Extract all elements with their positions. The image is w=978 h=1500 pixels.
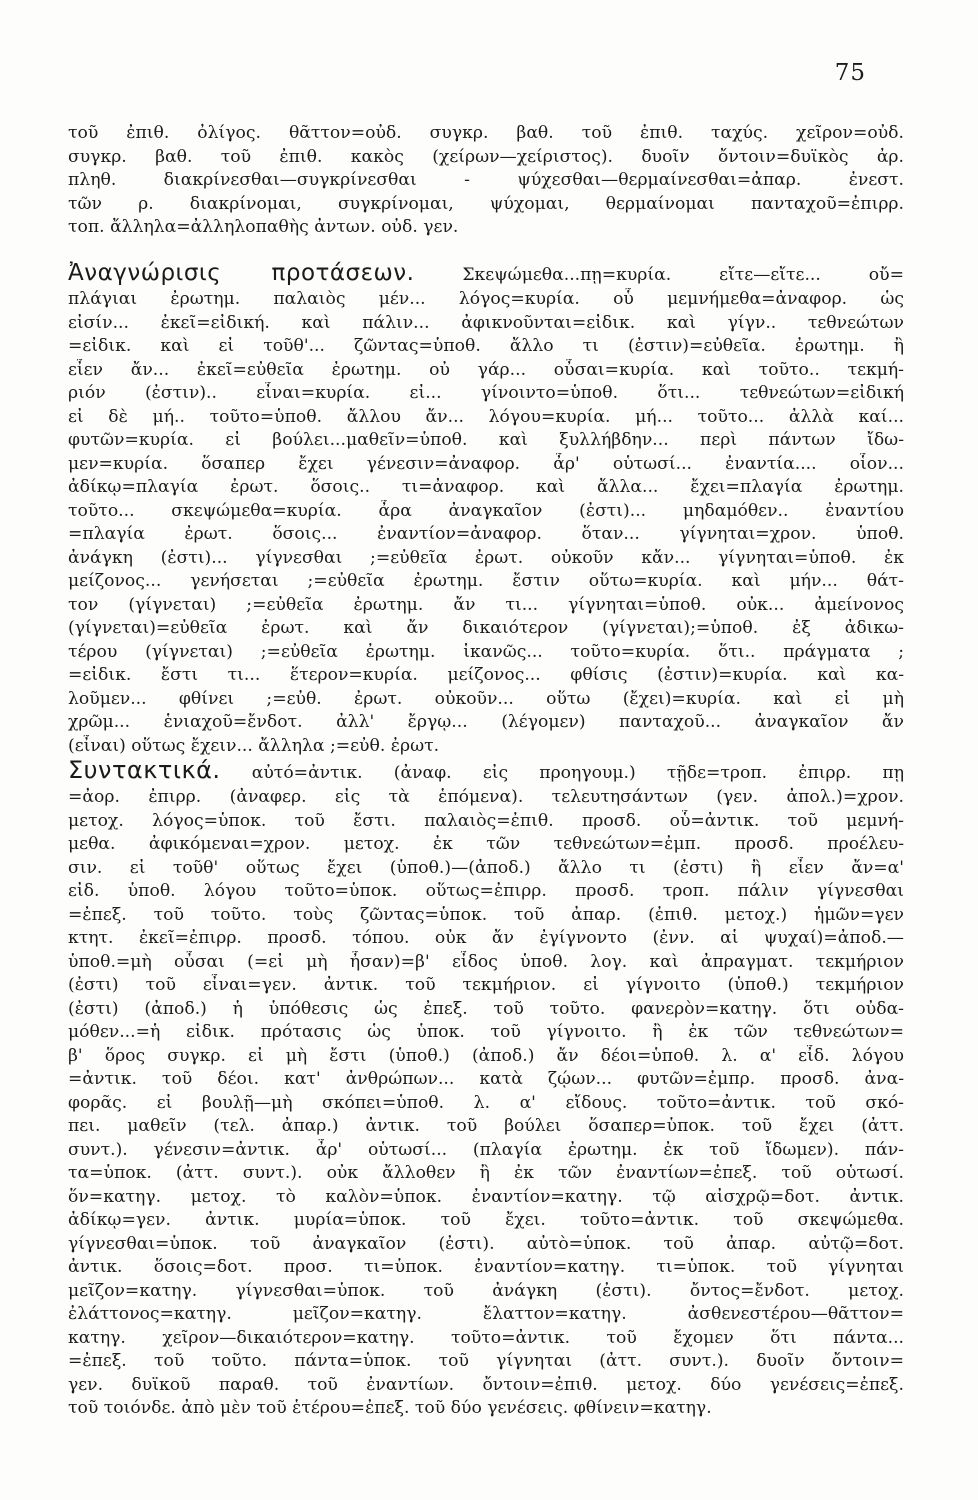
section-syntactical xyxy=(68,757,904,1421)
text-line: γίγνεσθαι=ὑποκ. τοῦ ἀναγκαῖον (ἐστι). αὐτὸ=ὑποκ. τοῦ ἀπαρ. αὐτῷ=δοτ. xyxy=(68,1233,904,1254)
text-line: =ἀντικ. τοῦ δέοι. κατ' ἀνθρώπων... κατὰ ζῴων... φυτῶν=ἐμπρ. προσδ. ἀνα- xyxy=(68,1069,904,1089)
text-line: ὅν=κατηγ. μετοχ. τὸ καλὸν=ὑποκ. ἐναντίον=κατηγ. τῷ αἰσχρῷ=δοτ. ἀντικ. xyxy=(68,1186,904,1207)
page-number: 75 xyxy=(834,60,866,86)
text-line: (γίγνεται)=εὐθεῖα ἐρωτ. καὶ ἄν δικαιότερον (γίγνεται);=ὑποθ. ἐξ ἀδικω- xyxy=(68,618,904,638)
text-line: μεν=κυρία. ὅσαπερ ἔχει γένεσιν=ἀναφορ. ἆρ' οὑτωσί... ἐναντία.... οἷον... xyxy=(68,453,904,474)
text-line: ὑποθ.=μὴ οὖσαι (=εἰ μὴ ἦσαν)=β' εἶδος ὑποθ. λογ. καὶ ἀπραγματ. τεκμήριον xyxy=(68,951,904,972)
text-line: χρῶμ... ἑνιαχοῦ=ἔνδοτ. ἀλλ' ἔργῳ... (λέγομεν) πανταχοῦ... ἀναγκαῖον ἄν xyxy=(68,712,904,732)
section-body xyxy=(68,288,904,758)
text-line: συντ.). γένεσιν=ἀντικ. ἆρ' οὑτωσί... (πλαγία ἐρωτημ. ἐκ τοῦ ἴδωμεν). πάν- xyxy=(68,1139,904,1160)
text-line: συγκρ. βαθ. τοῦ ἐπιθ. κακὸς (χείρων—χείριστος). δυοῖν ὄντοιν=δυϊκὸς ἀρ. xyxy=(68,146,904,167)
text-line: κατηγ. χεῖρον—δικαιότερον=κατηγ. τοῦτο=ἀντικ. τοῦ ἔχομεν ὅτι πάντα... xyxy=(68,1327,904,1348)
text-line: ἀντικ. ὅσοις=δοτ. προσ. τι=ὑποκ. ἐναντίον=κατηγ. τι=ὑποκ. τοῦ γίγνηται xyxy=(68,1257,904,1277)
text-line: τον (γίγνεται) ;=εὐθεῖα ἐρωτημ. ἄν τι... γίγνηται=ὑποθ. οὐκ... ἀμείνονος xyxy=(68,594,904,615)
text-line: σιν. εἰ τοῦθ' οὕτως ἔχει (ὑποθ.)—(ἀποδ.) ἄλλο τι (ἐστι) ἢ εἶεν ἄν=α' xyxy=(68,857,904,878)
text-line: β' ὅρος συγκρ. εἰ μὴ ἔστι (ὑποθ.) (ἀποδ.) ἄν δέοι=ὑποθ. λ. α' εἶδ. λόγου xyxy=(68,1045,904,1066)
text-line: εἰ δὲ μή.. τοῦτο=ὑποθ. ἄλλου ἄν... λόγου=κυρία. μή... τοῦτο... ἀλλὰ καί... xyxy=(68,406,904,427)
text-line: τοῦ ἐπιθ. ὀλίγος. θᾶττον=οὐδ. συγκρ. βαθ. τοῦ ἐπιθ. ταχύς. χεῖρον=οὐδ. xyxy=(68,123,904,143)
section-heading: Ἀναγνώρισις προτάσεων. xyxy=(68,260,415,286)
text-line: =ἀορ. ἐπιρρ. (ἀναφερ. εἰς τὰ ἑπόμενα). τελευτησάντων (γεν. ἀπολ.)=χρον. xyxy=(68,787,904,807)
text-line: τα=ὑποκ. (ἀττ. συντ.). οὐκ ἄλλοθεν ἢ ἐκ τῶν ἐναντίων=ἐπεξ. τοῦ οὑτωσί. xyxy=(68,1163,904,1183)
text-line: =ἐπεξ. τοῦ τοῦτο. τοὺς ζῶντας=ὑποκ. τοῦ ἀπαρ. (ἐπιθ. μετοχ.) ἡμῶν=γεν xyxy=(68,904,904,925)
text-line: μόθεν...=ἡ εἰδικ. πρότασις ὡς ὑποκ. τοῦ γίγνοιτο. ἢ ἐκ τῶν τεθνεώτων= xyxy=(68,1022,904,1042)
text-line: (ἐστι) τοῦ εἶναι=γεν. ἀντικ. τοῦ τεκμήριον. εἰ γίγνοιτο (ὑποθ.) τεκμήριον xyxy=(68,975,904,995)
section-heading-line xyxy=(68,260,904,288)
text-line: =ἐπεξ. τοῦ τοῦτο. πάντα=ὑποκ. τοῦ γίγνηται (ἀττ. συντ.). δυοῖν ὄντοιν= xyxy=(68,1351,904,1371)
text-line: εἰδ. ὑποθ. λόγου τοῦτο=ὑποκ. οὕτως=ἐπιρρ. προσδ. τροπ. πάλιν γίγνεσθαι xyxy=(68,881,904,901)
text-line: τοῦ τοιόνδε. ἀπὸ μὲν τοῦ ἑτέρου=ἐπεξ. τοῦ δύο γενέσεις. φθίνειν=κατηγ. xyxy=(68,1398,712,1418)
text-line: φυτῶν=κυρία. εἰ βούλει...μαθεῖν=ὑποθ. καὶ ξυλλήβδην... περὶ πάντων ἴδω- xyxy=(68,430,904,450)
text-line: ριόν (ἐστιν).. εἶναι=κυρία. εἰ... γίνοιντο=ὑποθ. ὅτι... τεθνεώτων=εἰδική xyxy=(68,383,904,403)
text-line: εἶεν ἄν... ἐκεῖ=εὐθεῖα ἐρωτημ. οὐ γάρ... οὖσαι=κυρία. καὶ τοῦτο.. τεκμή- xyxy=(68,359,904,380)
section-recognition-of-clauses xyxy=(68,260,904,758)
text-line: εἰσίν... ἐκεῖ=εἰδική. καὶ πάλιν... ἀφικνοῦνται=εἰδικ. καὶ γίγν.. τεθνεώτων xyxy=(68,312,904,333)
text-line: κτητ. ἐκεῖ=ἐπιρρ. προσδ. τόπου. οὐκ ἄν ἐγίγνοντο (ἐνν. αἱ ψυχαί)=ἀποδ.— xyxy=(68,928,904,948)
text-line: =πλαγία ἐρωτ. ὅσοις... ἐναντίον=ἀναφορ. ὅταν... γίγνηται=χρον. ὑποθ. xyxy=(68,524,904,544)
intro-paragraph xyxy=(68,122,904,240)
text-line: μεθα. ἀφικόμεναι=χρον. μετοχ. ἐκ τῶν τεθνεώτων=ἐμπ. προσδ. προέλευ- xyxy=(68,834,904,854)
text-line: ἀδίκῳ=πλαγία ἐρωτ. ὅσοις.. τι=ἀναφορ. καὶ ἄλλα... ἔχει=πλαγία ἐρωτημ. xyxy=(68,477,904,497)
heading-line-text: αὐτό=ἀντικ. (ἀναφ. εἰς προηγουμ.) τῇδε=τροπ. ἐπιρρ. πῃ xyxy=(251,763,904,783)
text-line: τέρου (γίγνεται) ;=εὐθεῖα ἐρωτημ. ἱκανῶς... τοῦτο=κυρία. ὅτι.. πράγματα ; xyxy=(68,641,904,662)
text-line: =εἰδικ. καὶ εἰ τοῦθ'... ζῶντας=ὑποθ. ἄλλο τι (ἐστιν)=εὐθεῖα. ἐρωτημ. ἢ xyxy=(68,336,904,356)
text-line: μεῖζον=κατηγ. γίγνεσθαι=ὑποκ. τοῦ ἀνάγκη (ἐστι). ὄντος=ἔνδοτ. μετοχ. xyxy=(68,1280,904,1301)
text-line: =εἰδικ. ἔστι τι... ἕτερον=κυρία. μείζονος... φθίσις (ἐστιν)=κυρία. καὶ κα- xyxy=(68,665,904,685)
text-line: τῶν ρ. διακρίνομαι, συγκρίνομαι, ψύχομαι, θερμαίνομαι πανταχοῦ=ἐπιρρ. xyxy=(68,193,904,214)
text-line: πει. μαθεῖν (τελ. ἀπαρ.) ἀντικ. τοῦ βούλει ὅσαπερ=ὑποκ. τοῦ ἔχει (ἀττ. xyxy=(68,1116,904,1136)
section-heading-line xyxy=(68,757,904,786)
section-heading: Συντακτικά. xyxy=(68,757,221,784)
heading-line-text: Σκεψώμεθα...πῃ=κυρία. εἴτε—εἴτε... οὔ= xyxy=(462,265,904,285)
text-line: μετοχ. λόγος=ὑποκ. τοῦ ἔστι. παλαιὸς=ἐπιθ. προσδ. οὗ=ἀντικ. τοῦ μεμνή- xyxy=(68,810,904,831)
text-line: μείζονος... γενήσεται ;=εὐθεῖα ἐρωτημ. ἔστιν οὕτω=κυρία. καὶ μήν... θάτ- xyxy=(68,571,904,591)
text-line: γεν. δυϊκοῦ παραθ. τοῦ ἐναντίων. ὄντοιν=ἐπιθ. μετοχ. δύο γενέσεις=ἐπεξ. xyxy=(68,1374,904,1395)
text-line: (ἐστι) (ἀποδ.) ἡ ὑπόθεσις ὡς ἐπεξ. τοῦ τοῦτο. φανερὸν=κατηγ. ὅτι οὐδα- xyxy=(68,998,904,1019)
text-line: φορᾶς. εἰ βουλῇ—μὴ σκόπει=ὑποθ. λ. α' εἴδους. τοῦτο=ἀντικ. τοῦ σκό- xyxy=(68,1092,904,1113)
text-line: ἐλάττονος=κατηγ. μεῖζον=κατηγ. ἔλαττον=κατηγ. ἀσθενεστέρου—θᾶττον= xyxy=(68,1304,904,1324)
text-line: λοῦμεν... φθίνει ;=εὐθ. ἐρωτ. οὐκοῦν... οὕτω (ἔχει)=κυρία. καὶ εἰ μὴ xyxy=(68,688,904,709)
text-line: πληθ. διακρίνεσθαι—συγκρίνεσθαι - ψύχεσθαι—θερμαίνεσθαι=ἀπαρ. ἐνεστ. xyxy=(68,170,904,190)
text-line: ἀδίκῳ=γεν. ἀντικ. μυρία=ὑποκ. τοῦ ἔχει. τοῦτο=ἀντικ. τοῦ σκεψώμεθα. xyxy=(68,1210,904,1230)
text-line: τοῦτο... σκεψώμεθα=κυρία. ἆρα ἀναγκαῖον (ἐστι)... μηδαμόθεν.. ἐναντίου xyxy=(68,500,904,521)
text-line: πλάγιαι ἐρωτημ. παλαιὸς μέν... λόγος=κυρία. οὗ μεμνήμεθα=ἀναφορ. ὡς xyxy=(68,289,904,309)
text-line: (εἶναι) οὕτως ἔχειν... ἄλληλα ;=εὐθ. ἐρωτ. xyxy=(68,735,440,756)
text-line: ἀνάγκη (ἐστι)... γίγνεσθαι ;=εὐθεῖα ἐρωτ. οὐκοῦν κἄν... γίγνηται=ὑποθ. ἐκ xyxy=(68,547,904,568)
text-line: τοπ. ἄλληλα=ἀλληλοπαθὴς ἀντων. οὐδ. γεν. xyxy=(68,217,459,237)
section-body xyxy=(68,786,904,1421)
